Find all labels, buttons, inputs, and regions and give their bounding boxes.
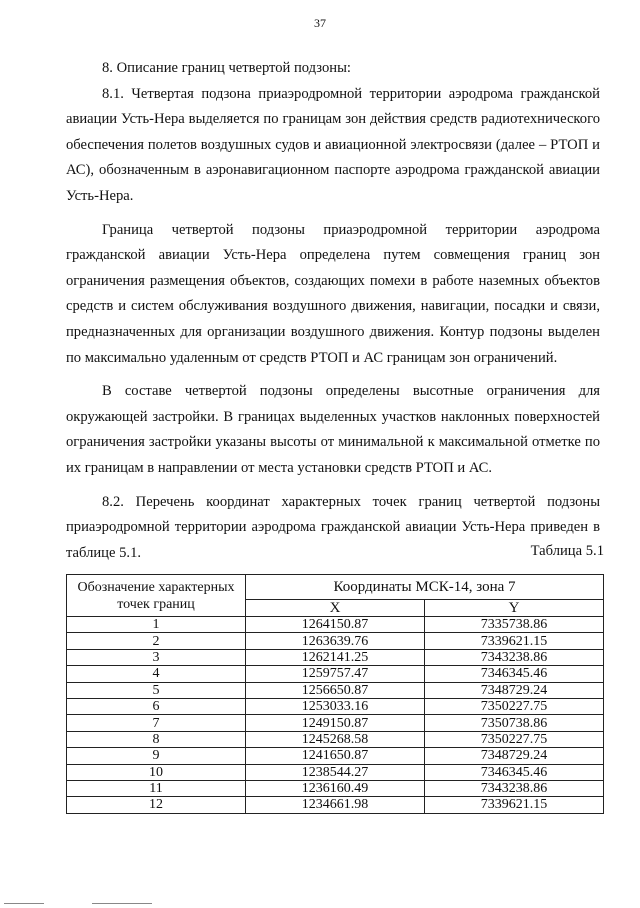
point-number: 6 (67, 698, 246, 714)
point-number: 2 (67, 633, 246, 649)
point-number: 9 (67, 748, 246, 764)
coord-x: 1263639.76 (246, 633, 425, 649)
table-row (67, 780, 604, 796)
table-row (67, 617, 604, 633)
table-row (67, 748, 604, 764)
point-number: 11 (67, 780, 246, 796)
table-header-row (67, 575, 604, 600)
table-row (67, 682, 604, 698)
coord-x: 1262141.25 (246, 649, 425, 665)
coord-x: 1234661.98 (246, 797, 425, 813)
paragraph-8-2: 8.2. Перечень координат характерных точек границ четвертой подзоны приаэродромной территории аэродрома гражданской авиации Усть-Нера приведен в таблице 5.1. (66, 493, 600, 561)
header-point-label: Обозначение характерных точек границ (67, 575, 246, 617)
point-number: 1 (67, 617, 246, 633)
table-row (67, 731, 604, 747)
table-row (67, 797, 604, 813)
section-text (66, 56, 600, 566)
coord-x: 1249150.87 (246, 715, 425, 731)
point-number: 5 (67, 682, 246, 698)
section-heading: 8. Описание границ четвертой подзоны: (102, 60, 351, 76)
coord-y: 7350738.86 (424, 715, 603, 731)
coord-x: 1245268.58 (246, 731, 425, 747)
coord-y: 7350227.75 (424, 731, 603, 747)
coord-x: 1253033.16 (246, 698, 425, 714)
coord-y: 7339621.15 (424, 633, 603, 649)
point-number: 10 (67, 764, 246, 780)
coord-x: 1256650.87 (246, 682, 425, 698)
coord-y: 7335738.86 (424, 617, 603, 633)
coord-y: 7346345.46 (424, 764, 603, 780)
coord-x: 1259757.47 (246, 666, 425, 682)
paragraph-8-1: 8.1. Четвертая подзона приаэродромной территории аэродрома гражданской авиации Усть-Нера выделяется по границам зон действия средств радиотехнического обеспечения полетов воздушных судов и авиационной электросвязи (далее – РТОП и АС), обозначенным в аэронавигационном паспорте аэродрома гражданской авиации Усть-Нера. (66, 85, 600, 204)
coord-x: 1264150.87 (246, 617, 425, 633)
point-number: 8 (67, 731, 246, 747)
point-number: 7 (67, 715, 246, 731)
table-row (67, 649, 604, 665)
table-caption: Таблица 5.1 (530, 543, 604, 559)
point-number: 3 (67, 649, 246, 665)
header-x: X (246, 600, 425, 617)
table-row (67, 715, 604, 731)
paragraph-height-limits: В составе четвертой подзоны определены высотные ограничения для окружающей застройки. В границах выделенных участков наклонных поверхностей ограничения застройки указаны высоты от минимальной к максимальной отметке по их границам в направлении от места установки средств РТОП и АС. (66, 383, 600, 476)
coord-x: 1241650.87 (246, 748, 425, 764)
point-number: 12 (67, 797, 246, 813)
header-coordinate-system: Координаты МСК-14, зона 7 (246, 575, 604, 600)
page-number: 37 (314, 16, 326, 30)
coord-y: 7348729.24 (424, 682, 603, 698)
point-number: 4 (67, 666, 246, 682)
coord-x: 1236160.49 (246, 780, 425, 796)
scan-edge-marks (0, 900, 640, 908)
table-row (67, 698, 604, 714)
coord-x: 1238544.27 (246, 764, 425, 780)
paragraph-boundary: Граница четвертой подзоны приаэродромной территории аэродрома гражданской авиации Усть-Нера определена путем совмещения границ зон ограничения размещения объектов, создающих помехи в работе наземных объектов средств и систем обслуживания воздушного движения, навигации, посадки и связи, предназначенных для организации воздушного движения. Контур подзоны выделен по максимально удаленным от средств РТОП и АС границам зон ограничений. (66, 221, 600, 366)
coord-y: 7346345.46 (424, 666, 603, 682)
coordinates-table (66, 574, 604, 814)
table-row (67, 633, 604, 649)
coord-y: 7343238.86 (424, 780, 603, 796)
coord-y: 7343238.86 (424, 649, 603, 665)
coord-y: 7348729.24 (424, 748, 603, 764)
header-y: Y (424, 600, 603, 617)
table-row (67, 666, 604, 682)
table-body (67, 617, 604, 814)
table-row (67, 764, 604, 780)
coord-y: 7350227.75 (424, 698, 603, 714)
coord-y: 7339621.15 (424, 797, 603, 813)
